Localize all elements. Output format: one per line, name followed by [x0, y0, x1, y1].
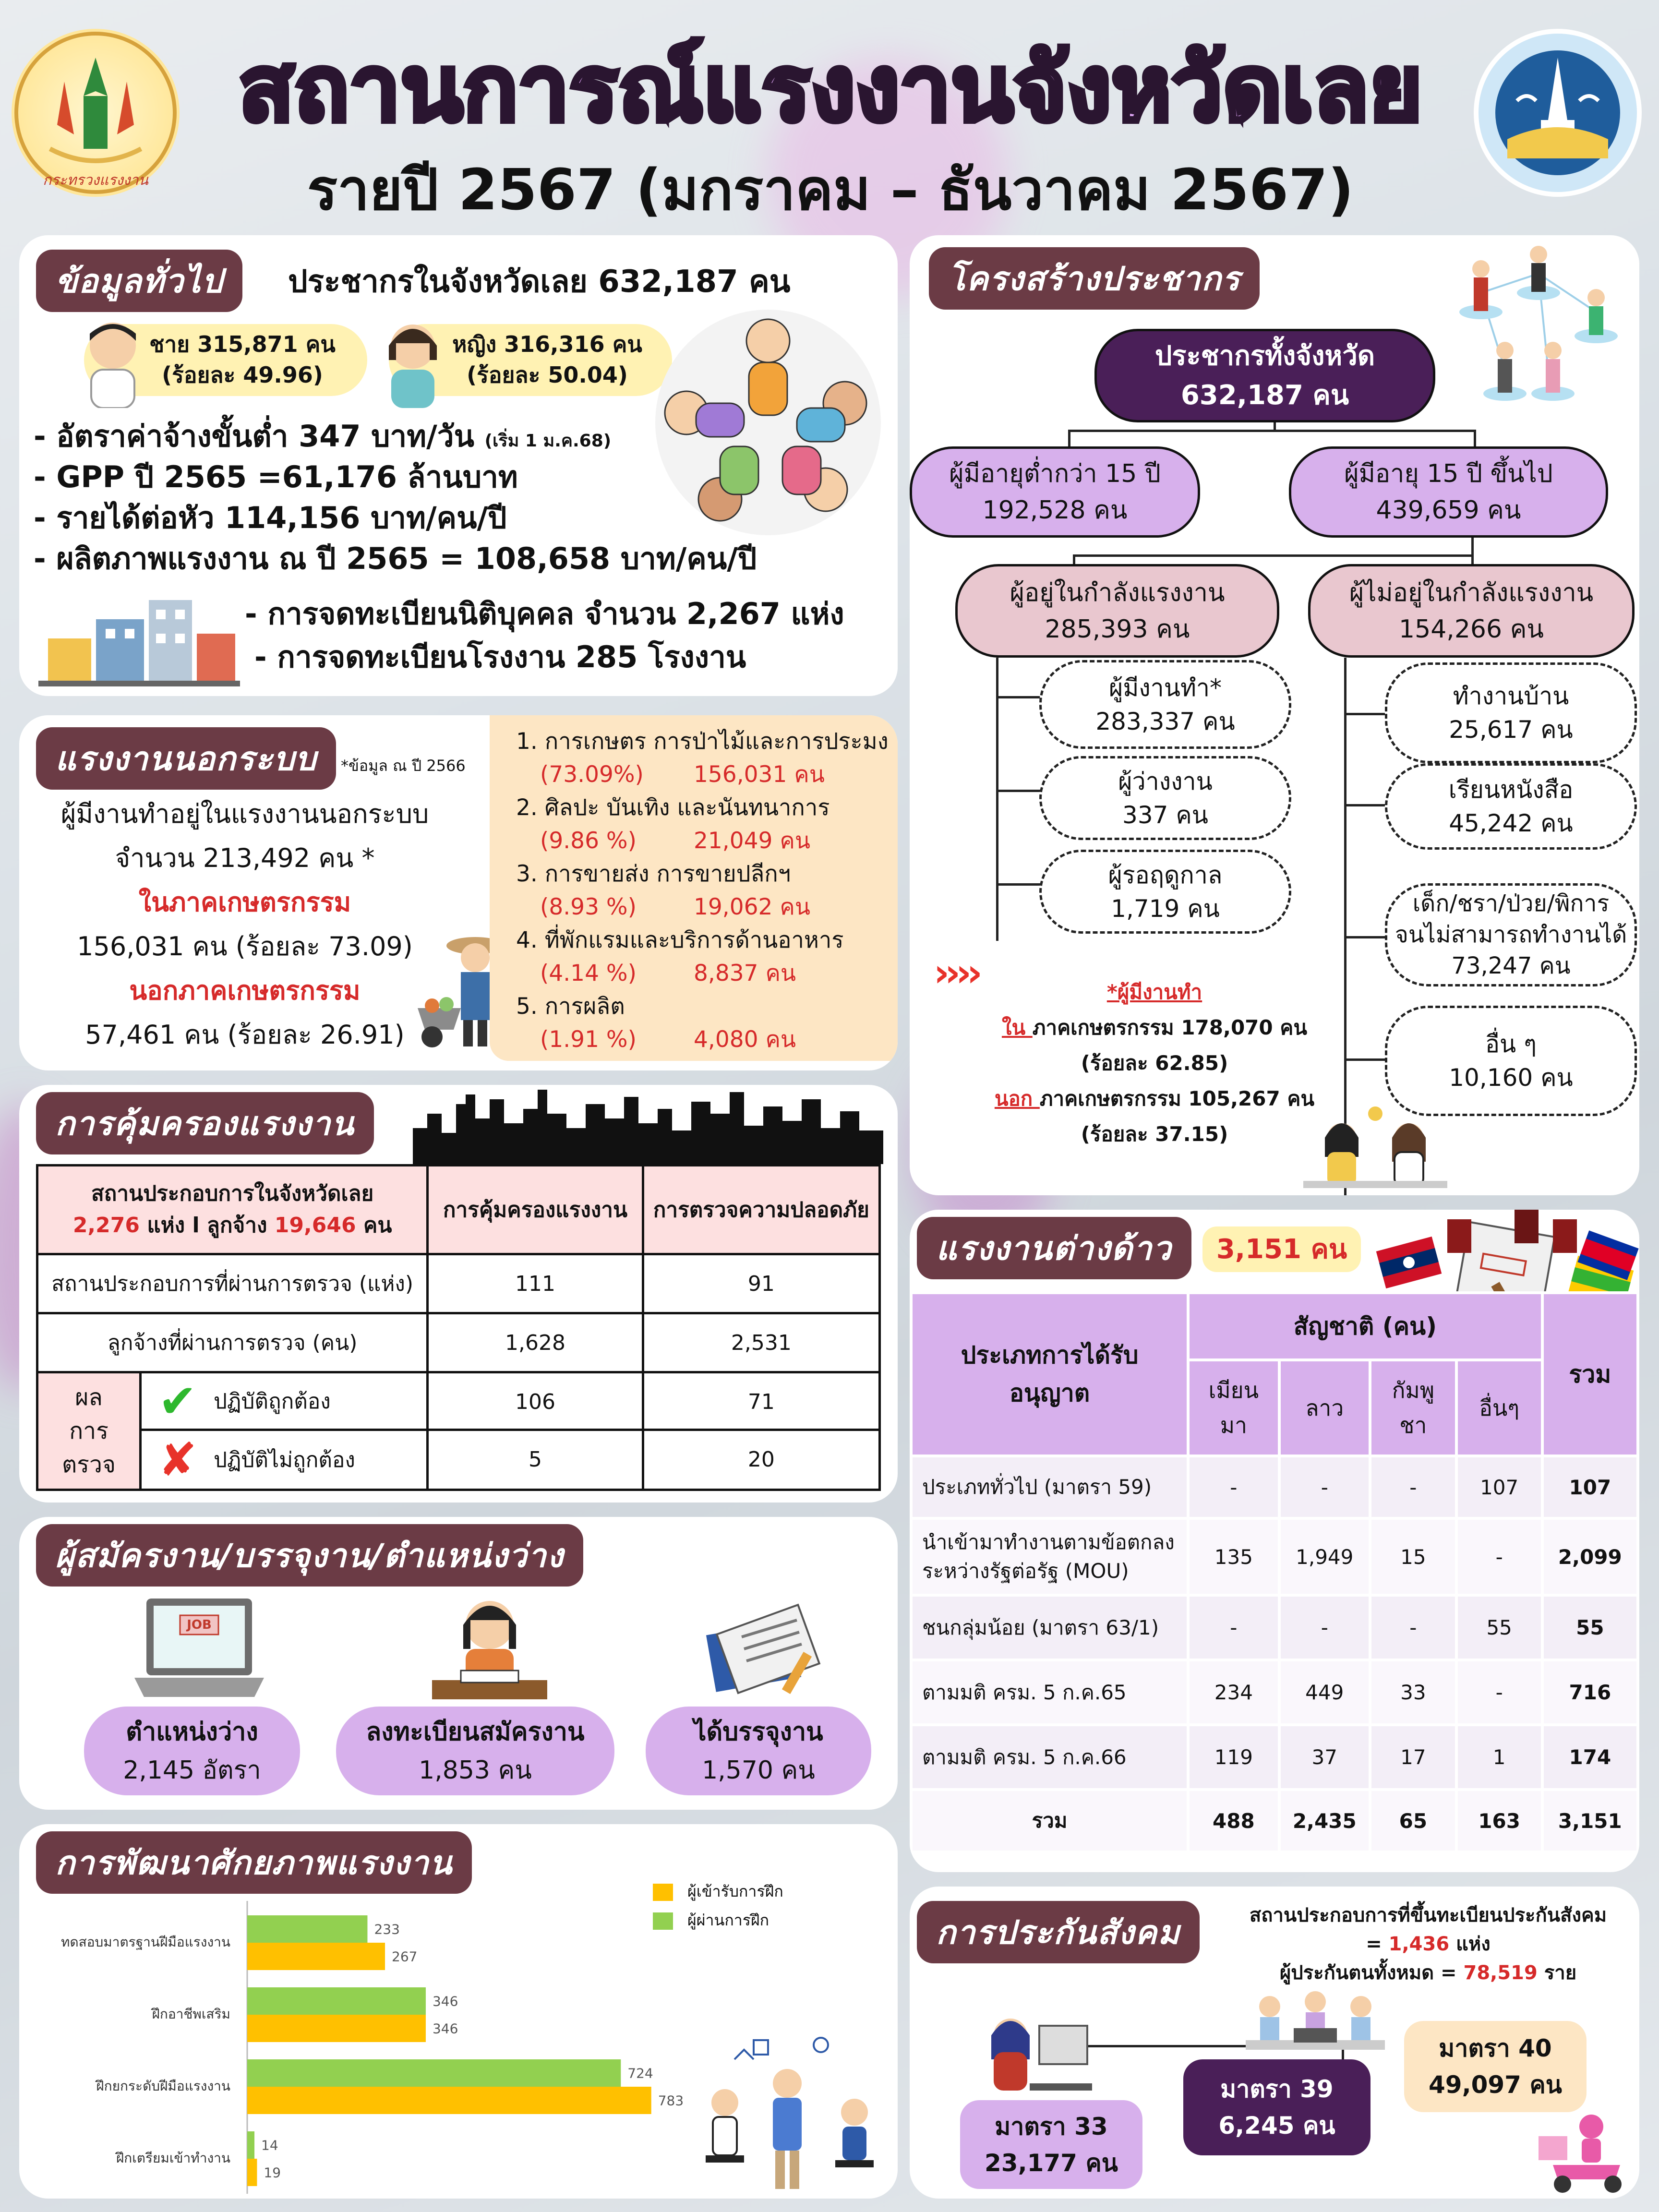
register-label: ลงทะเบียนสมัครงาน: [366, 1717, 585, 1746]
unemployed-value: 337 คน: [1122, 801, 1208, 829]
bar-passed: [247, 1915, 367, 1943]
protection-head-mid: แห่ง l ลูกจ้าง: [140, 1213, 275, 1238]
under15-label: ผู้มีอายุต่ำกว่า 15 ปี: [949, 459, 1161, 488]
out-labor-force-node: [1308, 564, 1635, 658]
female-count: หญิง 316,316 คน: [452, 331, 642, 357]
income-text: - รายได้ต่อหัว 114,156 บาท/คน/ปี: [34, 500, 507, 535]
legend-passed-label: ผู้ผ่านการฝึก: [687, 1911, 769, 1929]
check-icon: ✔: [158, 1374, 197, 1428]
woman-writing-icon: [418, 1591, 562, 1707]
foreign-row1-ot: 107: [1456, 1456, 1542, 1518]
note-out-text: ภาคเกษตรกรรม 105,267 คน: [1039, 1087, 1315, 1110]
bar-passed: [247, 2131, 254, 2159]
unemployed-node: [1039, 756, 1291, 840]
protection-col1: การคุ้มครองแรงงาน: [428, 1166, 643, 1254]
people-network-illustration: [1452, 245, 1630, 403]
unable-label1: เด็ก/ชรา/ป่วย/พิการ: [1412, 890, 1610, 917]
legend-swatch-enrolled: [653, 1884, 673, 1901]
industry-1: [516, 725, 895, 791]
legend-item-passed: [653, 1906, 783, 1935]
ok-b: 71: [644, 1373, 878, 1431]
section33-label: มาตรา 33: [995, 2112, 1108, 2140]
laptop-job-icon: [134, 1594, 264, 1704]
job-sign-text: JOB: [187, 1618, 212, 1632]
foreign-row4-total: 716: [1542, 1660, 1638, 1725]
male-text: [130, 329, 355, 390]
legend-item-enrolled: [653, 1877, 783, 1906]
section39-node: [1183, 2059, 1370, 2155]
bar-value-label: 233: [374, 1921, 400, 1937]
table-row: [911, 1456, 1638, 1518]
protection-row2-label: ลูกจ้างที่ผ่านการตรวจ (คน): [37, 1313, 428, 1372]
industry-5-val: 4,080 คน: [694, 1026, 796, 1053]
section39-value: 6,245 คน: [1218, 2112, 1335, 2140]
over15-label: ผู้มีอายุ 15 ปี ขึ้นไป: [1344, 459, 1553, 488]
foreign-worker-table: [910, 1291, 1639, 1853]
connector: [1344, 804, 1387, 806]
informal-nonagri-label: นอกภาคเกษตรกรรม: [129, 975, 361, 1006]
note-out-pct: (ร้อยละ 37.15): [1081, 1122, 1228, 1146]
register-value: 1,853 คน: [419, 1755, 532, 1785]
foreign-sum-la: 2,435: [1279, 1790, 1370, 1852]
industry-2: [516, 791, 895, 857]
foreign-row2-kh: 15: [1370, 1518, 1456, 1595]
structure-panel: [910, 235, 1639, 1195]
protection-row2-b: 2,531: [643, 1313, 879, 1372]
jobs-title: ผู้สมัครงาน/บรรจุงาน/ตำแหน่งว่าง: [36, 1524, 583, 1587]
protection-head-left: [37, 1166, 428, 1254]
social-line2-pre: =: [1366, 1933, 1389, 1955]
bar-passed: [247, 2059, 621, 2087]
industry-3-pct: (8.93 %): [540, 894, 637, 920]
note-in-pct: (ร้อยละ 62.85): [1081, 1051, 1228, 1075]
nation-myanmar: เมียน มา: [1188, 1360, 1279, 1456]
juristic-text: - การจดทะเบียนนิติบุคคล จำนวน 2,267 แห่ง: [245, 596, 844, 631]
foreign-row3-mm: -: [1188, 1595, 1279, 1660]
industry-3-val: 19,062 คน: [694, 894, 810, 920]
informal-agri-label: ในภาคเกษตรกรรม: [138, 887, 351, 917]
foreign-row4-mm: 234: [1188, 1660, 1279, 1725]
informal-nonagri-value: 57,461 คน (ร้อยละ 26.91): [85, 1020, 405, 1050]
jobs-panel: [19, 1517, 898, 1810]
wage-text: [34, 413, 611, 460]
foreign-row5-kh: 17: [1370, 1725, 1456, 1790]
connector: [1073, 554, 1474, 557]
industry-1-name: 1. การเกษตร การป่าไม้และการประมง: [516, 728, 889, 755]
section40-node: [1404, 2021, 1587, 2112]
unable-label2: จนไม่สามารถทำงานได้: [1395, 921, 1627, 949]
foreign-sum-label: รวม: [911, 1790, 1188, 1852]
industry-4-name: 4. ที่พักแรมและบริการด้านอาหาร: [516, 927, 844, 953]
foreign-row1-mm: -: [1188, 1456, 1279, 1518]
in-labor-force-value: 285,393 คน: [1045, 614, 1190, 644]
out-labor-force-value: 154,266 คน: [1399, 614, 1544, 644]
under15-value: 192,528 คน: [982, 496, 1128, 525]
industry-3: [516, 857, 895, 924]
connector: [1068, 430, 1070, 449]
female-pct: (ร้อยละ 50.04): [467, 362, 628, 388]
bar-value-label: 14: [261, 2137, 278, 2153]
bar-enrolled: [247, 2159, 257, 2186]
foreign-sum-kh: 65: [1370, 1790, 1456, 1852]
gpp-text: - GPP ปี 2565 =61,176 ล้านบาท: [34, 459, 518, 494]
page-subtitle: รายปี 2567 (มกราคม – ธันวาคม 2567): [307, 156, 1354, 223]
page-title: สถานการณ์แรงงานจังหวัดเลย: [238, 36, 1423, 142]
employed-note-title: *ผู้มีงานทำ: [1106, 980, 1202, 1004]
seasonal-value: 1,719 คน: [1111, 894, 1220, 923]
foreign-row1-kh: -: [1370, 1456, 1456, 1518]
protection-head-end: คน: [356, 1213, 392, 1238]
vacancy-pill: [84, 1707, 300, 1795]
protection-col2: การตรวจความปลอดภัย: [643, 1166, 879, 1254]
vacancy-value: 2,145 อัตรา: [123, 1755, 261, 1785]
foreign-row3-kh: -: [1370, 1595, 1456, 1660]
employed-note: [972, 974, 1337, 1152]
note-out-prefix: นอก: [994, 1087, 1040, 1110]
foreign-head-type: ประเภทการได้รับ อนุญาต: [911, 1293, 1188, 1456]
over15-value: 439,659 คน: [1376, 496, 1521, 525]
foreign-row5-mm: 119: [1188, 1725, 1279, 1790]
placed-pill: [646, 1707, 871, 1795]
foreign-row3-type: ชนกลุ่มน้อย (มาตรา 63/1): [911, 1595, 1188, 1660]
industry-4-pct: (4.14 %): [540, 960, 637, 986]
category-label: ฝึกอาชีพเสริม: [152, 2006, 230, 2022]
skills-title: การพัฒนาศักยภาพแรงงาน: [36, 1831, 472, 1894]
general-title: ข้อมูลทั่วไป: [36, 250, 242, 312]
category-label: ฝึกยกระดับฝีมือแรงงาน: [96, 2078, 230, 2094]
unable-node: [1385, 883, 1637, 986]
nation-cambodia: กัมพู ชา: [1370, 1360, 1456, 1456]
informal-line1: ผู้มีงานทำอยู่ในแรงงานนอกระบบ: [60, 799, 429, 829]
industry-2-val: 21,049 คน: [694, 828, 810, 854]
foreign-row4-kh: 33: [1370, 1660, 1456, 1725]
meeting-illustration: [1241, 1983, 1390, 2064]
connector: [996, 790, 1044, 792]
foreign-row1-type: ประเภททั่วไป (มาตรา 59): [911, 1456, 1188, 1518]
connector: [996, 696, 1044, 698]
informal-title: แรงงานนอกระบบ: [36, 727, 336, 790]
social-line3-pre: ผู้ประกันตนทั้งหมด =: [1279, 1962, 1464, 1984]
nation-laos: ลาว: [1279, 1360, 1370, 1456]
wage-value: - อัตราค่าจ้างขั้นต่ำ 347 บาท/วัน: [34, 419, 474, 454]
seasonal-node: [1039, 850, 1291, 934]
foreign-row3-ot: 55: [1456, 1595, 1542, 1660]
section33-node: [960, 2100, 1142, 2189]
table-row: [911, 1725, 1638, 1790]
over15-node: [1289, 446, 1608, 538]
legend-enrolled-label: ผู้เข้ารับการฝึก: [687, 1882, 783, 1900]
studying-node: [1385, 763, 1637, 850]
general-panel: [19, 235, 898, 696]
connector: [1344, 936, 1387, 938]
buildings-icon: [38, 590, 240, 686]
social-estab-count: 1,436: [1388, 1933, 1450, 1955]
table-row: [37, 1254, 880, 1313]
protection-panel: [19, 1085, 898, 1503]
foreign-row5-ot: 1: [1456, 1725, 1542, 1790]
protection-estab-count: 2,276: [72, 1213, 140, 1238]
documents-icon: [696, 1599, 830, 1704]
section40-label: มาตรา 40: [1439, 2034, 1552, 2062]
protection-row1-b: 91: [643, 1254, 879, 1313]
employed-value: 283,337 คน: [1095, 707, 1235, 735]
province-seal: [1474, 29, 1642, 197]
informal-line2: จำนวน 213,492 คน *: [115, 843, 375, 873]
housework-node: [1385, 662, 1637, 763]
industry-2-name: 2. ศิลปะ บันเทิง และนันทนาการ: [516, 794, 830, 821]
foreign-row3-la: -: [1279, 1595, 1370, 1660]
foreign-row2-ot: -: [1456, 1518, 1542, 1595]
scooter-rider-illustration: [1534, 2107, 1635, 2194]
industry-5-pct: (1.91 %): [540, 1026, 637, 1053]
bar-enrolled: [247, 1943, 385, 1970]
industry-5-name: 5. การผลิต: [516, 993, 625, 1020]
woman-computer-illustration: [972, 2007, 1092, 2103]
bar-value-label: 783: [658, 2092, 684, 2109]
arrow-chevrons-icon: ››››: [934, 950, 978, 995]
table-row: [911, 1518, 1638, 1595]
protection-row1-label: สถานประกอบการที่ผ่านการตรวจ (แห่ง): [37, 1254, 428, 1313]
bad-b: 20: [747, 1447, 775, 1472]
protection-head-left-line1: สถานประกอบการในจังหวัดเลย: [91, 1181, 374, 1206]
foreign-head-nation: สัญชาติ (คน): [1188, 1293, 1542, 1360]
placed-value: 1,570 คน: [702, 1755, 815, 1785]
industry-3-name: 3. การขายส่ง การขายปลีกฯ: [516, 861, 791, 887]
ministry-logo: [12, 29, 180, 197]
foreign-row4-ot: -: [1456, 1660, 1542, 1725]
foreign-row1-total: 107: [1542, 1456, 1638, 1518]
employed-label: ผู้มีงานทำ*: [1109, 673, 1222, 702]
section39-label: มาตรา 39: [1220, 2075, 1334, 2103]
industry-1-val: 156,031 คน: [694, 761, 825, 788]
protection-row1-a: 111: [428, 1254, 643, 1313]
studying-label: เรียนหนังสือ: [1448, 776, 1574, 804]
female-text: [432, 329, 662, 390]
connector: [1344, 1058, 1387, 1061]
productivity-text: - ผลิตภาพแรงงาน ณ ปี 2565 = 108,658 บาท/คน/ปี: [34, 541, 757, 576]
table-row: [911, 1595, 1638, 1660]
foreign-panel: [910, 1210, 1639, 1872]
in-labor-force-node: [955, 564, 1279, 658]
social-line3-post: ราย: [1537, 1962, 1577, 1984]
other-value: 10,160 คน: [1449, 1064, 1573, 1092]
connector: [1344, 713, 1387, 715]
women-talking-illustration: [1303, 1099, 1447, 1190]
protection-table: [36, 1164, 881, 1491]
placed-label: ได้บรรจุงาน: [694, 1717, 823, 1746]
protection-title: การคุ้มครองแรงงาน: [36, 1092, 374, 1154]
informal-panel: [19, 715, 898, 1070]
structure-title: โครงสร้างประชากร: [929, 247, 1260, 310]
bad-a: 5: [528, 1447, 542, 1472]
cross-icon: ✘: [158, 1433, 197, 1487]
housework-value: 25,617 คน: [1449, 716, 1573, 744]
in-labor-force-label: ผู้อยู่ในกำลังแรงงาน: [1010, 578, 1225, 607]
social-insured-count: 78,519: [1463, 1962, 1538, 1984]
industry-5: [516, 990, 895, 1056]
foreign-total-badge: 3,151 คน: [1202, 1226, 1361, 1272]
unemployed-label: ผู้ว่างงาน: [1118, 767, 1213, 795]
informal-agri-value: 156,031 คน (ร้อยละ 73.09): [77, 931, 413, 962]
other-label: อื่น ๆ: [1485, 1030, 1537, 1058]
table-row: [911, 1790, 1638, 1852]
city-skyline-icon: [413, 1085, 883, 1164]
total-population-node: [1094, 329, 1435, 422]
under15-node: [910, 446, 1200, 538]
informal-summary: [29, 792, 461, 1057]
social-title: การประกันสังคม: [917, 1901, 1200, 1963]
social-line2-post: แห่ง: [1449, 1933, 1491, 1955]
informal-note: *ข้อมูล ณ ปี 2566: [341, 757, 466, 775]
ministry-logo-text: กระทรวงแรงงาน: [43, 172, 148, 189]
foreign-sum-total: 3,151: [1542, 1790, 1638, 1852]
section40-value: 49,097 คน: [1429, 2071, 1562, 2099]
table-row: [37, 1313, 880, 1372]
foreign-row4-type: ตามมติ ครม. 5 ก.ค.65: [911, 1660, 1188, 1725]
connector: [1471, 538, 1474, 557]
skills-legend: [653, 1877, 783, 1935]
bar-value-label: 19: [264, 2164, 281, 2181]
total-population-value: 632,187 คน: [1180, 379, 1349, 411]
foreign-row4-la: 449: [1279, 1660, 1370, 1725]
connector: [996, 883, 1044, 886]
industry-4: [516, 924, 895, 990]
factory-text: - การจดทะเบียนโรงงาน 285 โรงงาน: [254, 639, 746, 674]
section33-value: 23,177 คน: [985, 2149, 1118, 2177]
foreign-row5-total: 174: [1542, 1725, 1638, 1790]
protection-row2-a: 1,628: [428, 1313, 643, 1372]
table-row: [37, 1372, 880, 1490]
connector: [996, 658, 998, 941]
vacancy-label: ตำแหน่งว่าง: [126, 1717, 258, 1746]
seasonal-label: ผู้รอฤดูกาล: [1108, 861, 1223, 889]
social-panel: [910, 1887, 1639, 2199]
industry-4-val: 8,837 คน: [694, 960, 796, 986]
foreign-head-total: รวม: [1542, 1293, 1638, 1456]
bar-enrolled: [247, 2015, 426, 2042]
connector: [1474, 430, 1476, 449]
population-text: ประชากรในจังหวัดเลย 632,187 คน: [288, 264, 791, 300]
foreign-sum-ot: 163: [1456, 1790, 1542, 1852]
bar-value-label: 346: [432, 2020, 458, 2037]
male-pct: (ร้อยละ 49.96): [162, 362, 323, 388]
foreign-row2-la: 1,949: [1279, 1518, 1370, 1595]
foreign-row2-mm: 135: [1188, 1518, 1279, 1595]
note-in-prefix: ใน: [1001, 1016, 1033, 1039]
wage-note: (เริ่ม 1 ม.ค.68): [484, 431, 612, 451]
business-people-illustration: [686, 2031, 888, 2194]
social-line1: สถานประกอบการที่ขึ้นทะเบียนประกันสังคม: [1249, 1904, 1607, 1926]
category-label: ทดสอบมาตรฐานฝีมือแรงงาน: [60, 1934, 230, 1950]
employed-node: [1039, 660, 1291, 749]
register-pill: [336, 1707, 614, 1795]
studying-value: 45,242 คน: [1449, 809, 1573, 837]
foreign-row5-la: 37: [1279, 1725, 1370, 1790]
unable-value: 73,247 คน: [1451, 952, 1571, 979]
male-count: ชาย 315,871 คน: [149, 331, 336, 357]
category-label: ฝึกเตรียมเข้าทำงาน: [116, 2150, 230, 2166]
industry-2-pct: (9.86 %): [540, 828, 637, 854]
table-row: [911, 1660, 1638, 1725]
crowd-circle-illustration: [653, 307, 883, 538]
foreign-row2-type: นำเข้ามาทำงานตามข้อตกลงระหว่างรัฐต่อรัฐ (MOU): [911, 1518, 1188, 1595]
social-summary: [1222, 1901, 1635, 1987]
connector: [1068, 430, 1476, 432]
bar-passed: [247, 1987, 426, 2015]
note-in-text: ภาคเกษตรกรรม 178,070 คน: [1032, 1016, 1308, 1039]
nation-other: อื่นๆ: [1456, 1360, 1542, 1456]
protection-employee-count: 19,646: [274, 1213, 356, 1238]
bar-enrolled: [247, 2087, 651, 2114]
bar-value-label: 346: [432, 1993, 458, 2009]
informal-industry-list: [516, 725, 895, 1056]
industry-1-pct: (73.09%): [540, 761, 644, 788]
legend-swatch-passed: [653, 1912, 673, 1930]
foreign-sum-mm: 488: [1188, 1790, 1279, 1852]
bar-value-label: 724: [627, 2065, 653, 2081]
bad-label: ปฏิบัติไม่ถูกต้อง: [214, 1448, 355, 1472]
ok-a: 106: [429, 1373, 641, 1431]
foreign-row1-la: -: [1279, 1456, 1370, 1518]
foreign-title: แรงงานต่างด้าว: [917, 1217, 1191, 1279]
result-label: ผลการ ตรวจ: [38, 1373, 142, 1489]
bar-value-label: 267: [392, 1948, 418, 1965]
skills-panel: [19, 1824, 898, 2199]
total-population-label: ประชากรทั้งจังหวัด: [1154, 340, 1375, 372]
skills-bar-chart: [19, 1824, 691, 2199]
foreign-row5-type: ตามมติ ครม. 5 ก.ค.66: [911, 1725, 1188, 1790]
out-labor-force-label: ผู้ไม่อยู่ในกำลังแรงงาน: [1349, 578, 1594, 607]
foreign-row2-total: 2,099: [1542, 1518, 1638, 1595]
ok-label: ปฏิบัติถูกต้อง: [214, 1389, 331, 1414]
foreign-row3-total: 55: [1542, 1595, 1638, 1660]
housework-label: ทำงานบ้าน: [1453, 682, 1569, 710]
